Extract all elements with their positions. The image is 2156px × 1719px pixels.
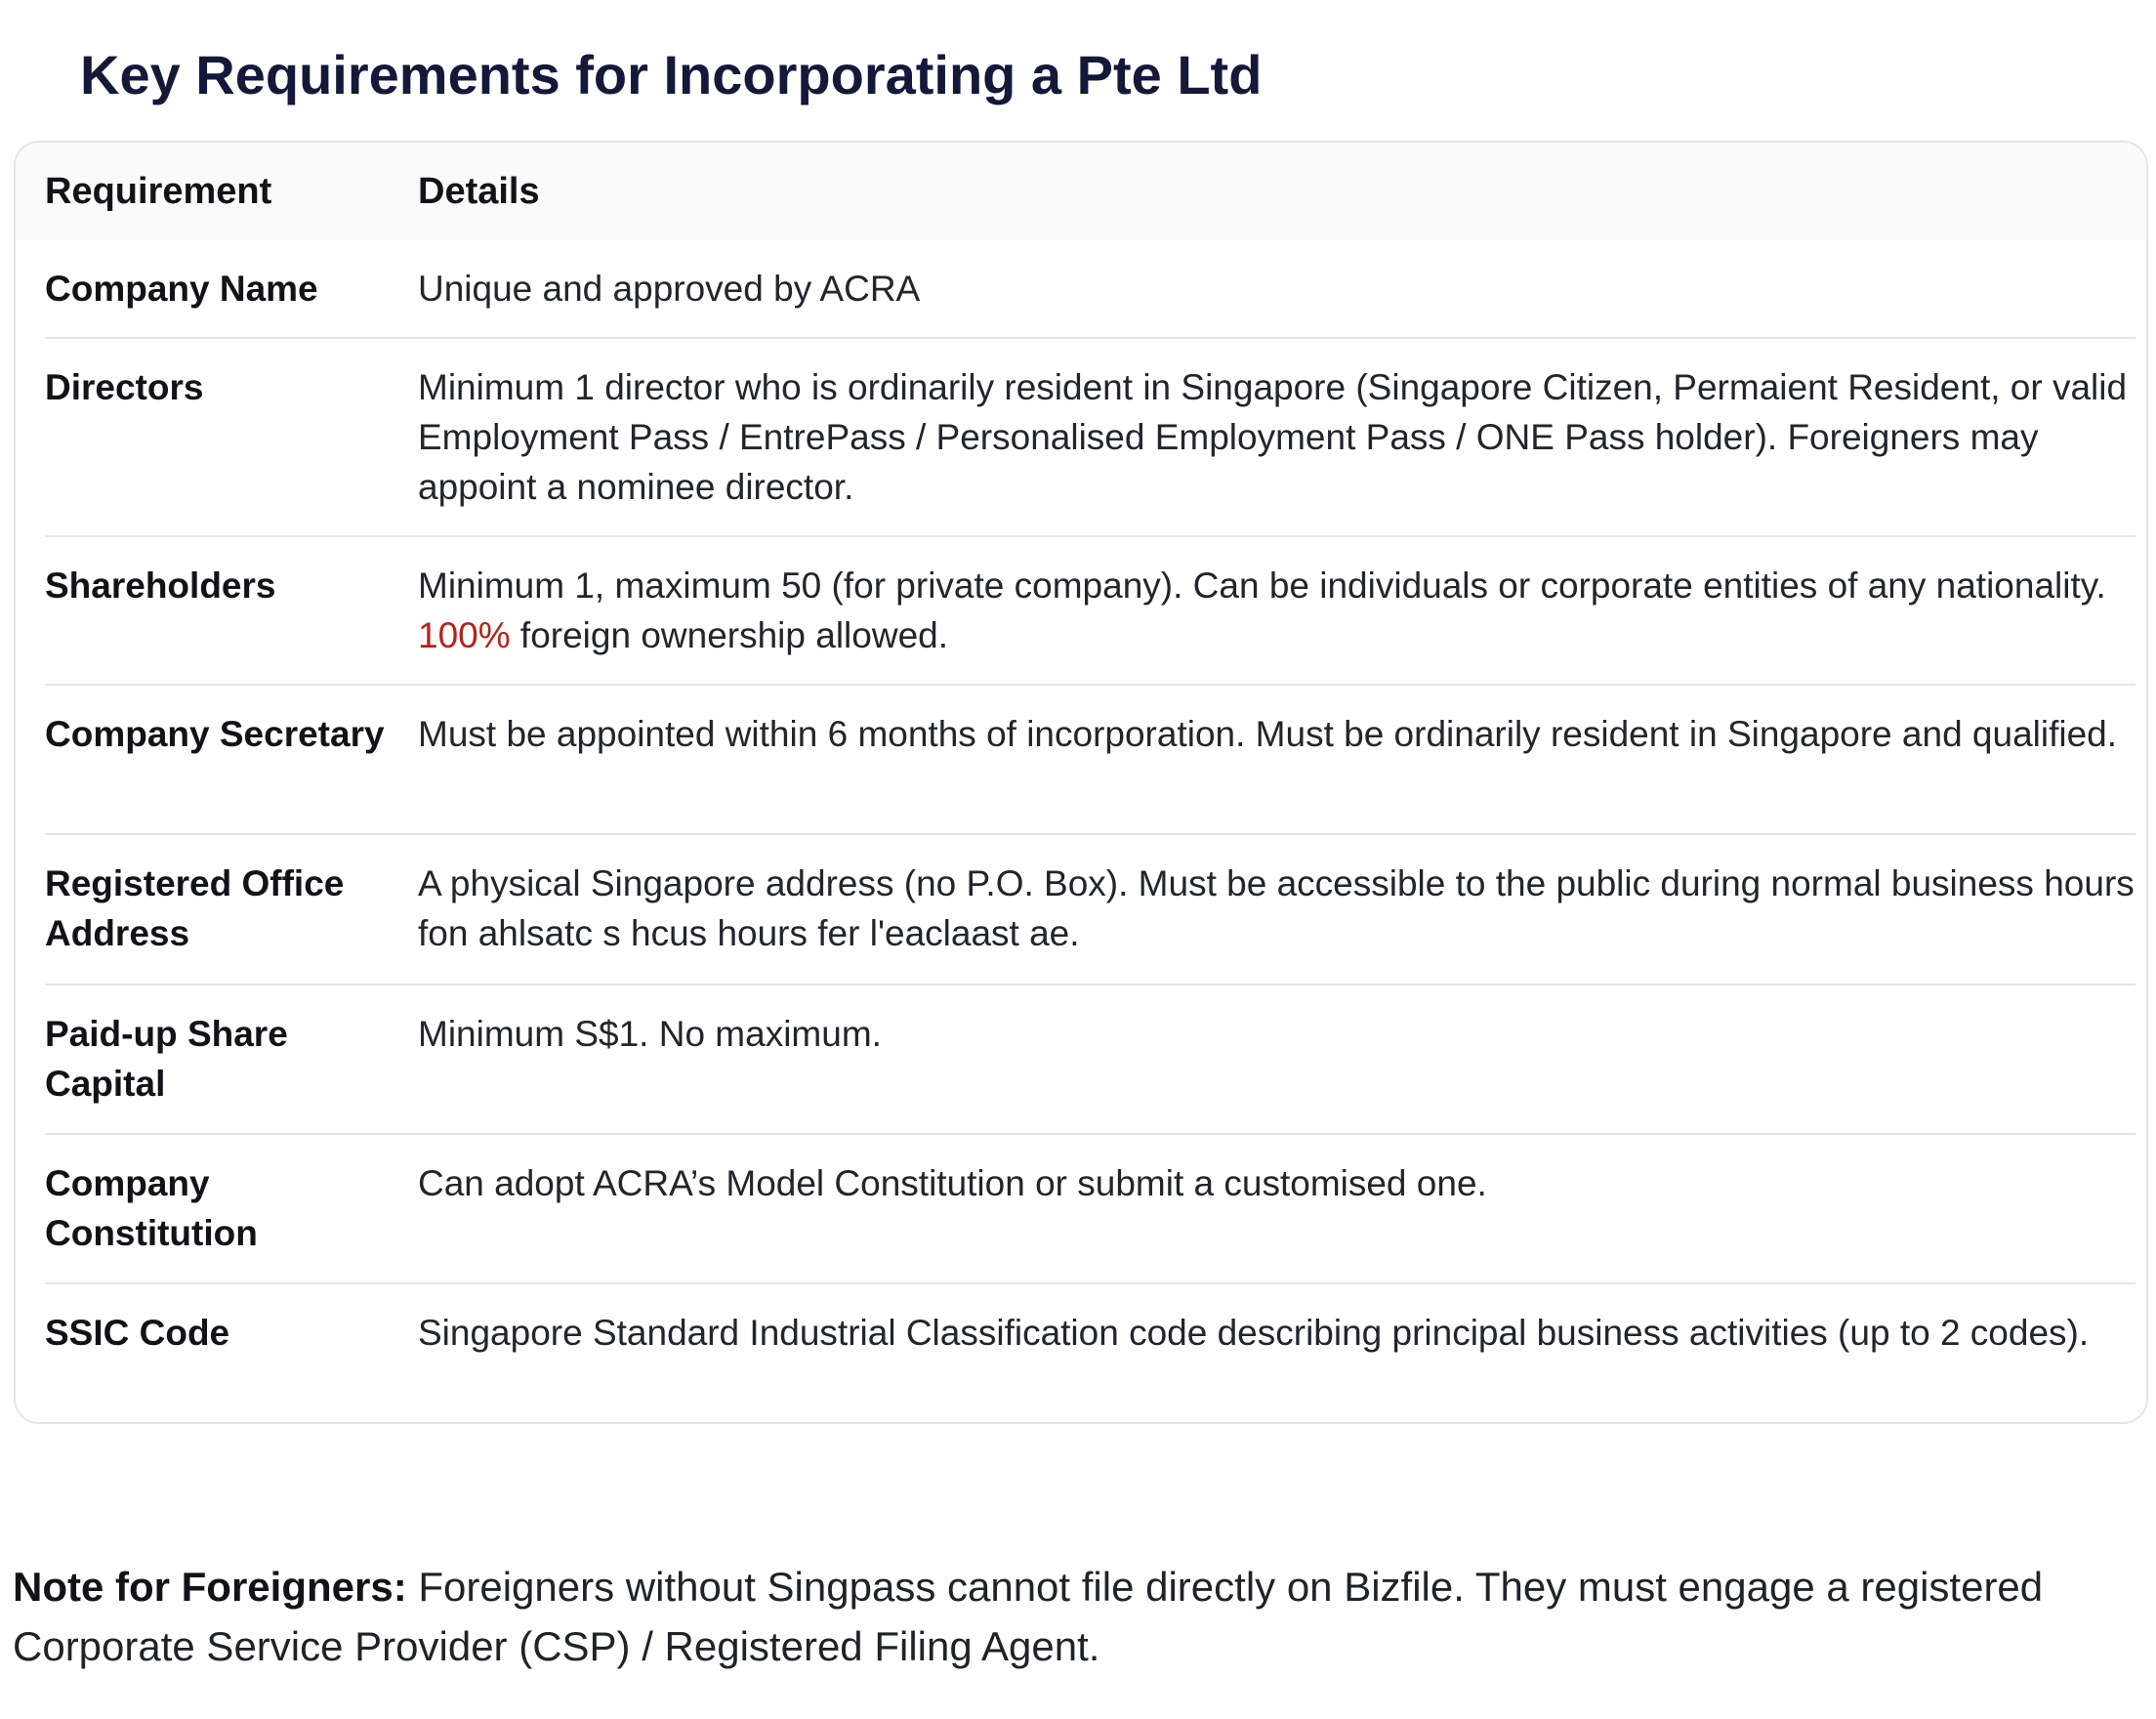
table-row [45, 338, 2135, 536]
details-cell: Can adopt ACRA’s Model Constitution or submit a customised one. [418, 1163, 1487, 1203]
details-cell: Unique and approved by ACRA [418, 269, 921, 309]
foreigners-note [13, 1557, 2141, 1676]
column-header-details: Details [418, 170, 540, 212]
details-cell [418, 536, 2135, 685]
requirement-cell: Paid-up Share Capital [45, 1014, 288, 1104]
table-row [45, 834, 2135, 985]
requirement-cell: Company Constitution [45, 1163, 258, 1253]
table-row [45, 685, 2135, 834]
column-header-requirement: Requirement [45, 170, 272, 212]
note-text: Foreigners without Singpass cannot file directly on Bizfile. They must engage a registered Corporate Service Provider (CSP) / Registered Filing Agent. [13, 1564, 2044, 1669]
details-text: foreign ownership allowed. [510, 615, 949, 655]
details-cell: Minimum 1 director who is ordinarily resident in Singapore (Singapore Citizen, Permaient Resident, or valid Employment Pass / EntrePass / Personalised Employment Pass / ONE Pass holder). Foreigners may appoint a nominee director. [418, 367, 2128, 507]
requirements-table [45, 143, 2135, 1424]
requirement-cell: Company Secretary [45, 714, 385, 754]
requirement-cell: Directors [45, 367, 204, 407]
details-cell: Must be appointed within 6 months of incorporation. Must be ordinarily resident in Singapore and qualified. [418, 714, 2118, 754]
requirement-cell: Company Name [45, 269, 318, 309]
details-cell: Singapore Standard Industrial Classification code describing principal business activities (up to 2 codes). [418, 1313, 2090, 1353]
table-row [45, 1283, 2135, 1424]
table-row [45, 240, 2135, 338]
table-row [45, 1134, 2135, 1283]
note-label: Note for Foreigners: [13, 1564, 407, 1610]
table-row [45, 536, 2135, 685]
ownership-percentage-highlight: 100% [418, 615, 511, 655]
details-text: Minimum 1, maximum 50 (for private company). Can be individuals or corporate entities of any nationality. [418, 566, 2106, 606]
requirement-cell: Registered Office Address [45, 863, 345, 953]
table-header-row [45, 143, 2135, 240]
details-cell: Minimum S$1. No maximum. [418, 1014, 882, 1054]
requirements-table-card [14, 141, 2148, 1424]
page-title: Key Requirements for Incorporating a Pte Ltd [80, 44, 1263, 105]
table-row [45, 985, 2135, 1134]
requirement-cell: Shareholders [45, 566, 276, 606]
details-cell: A physical Singapore address (no P.O. Box). Must be accessible to the public during normal business hours fon ahlsatc s hcus hours fer l'eaclaast ae. [418, 863, 2135, 953]
requirement-cell: SSIC Code [45, 1313, 230, 1353]
